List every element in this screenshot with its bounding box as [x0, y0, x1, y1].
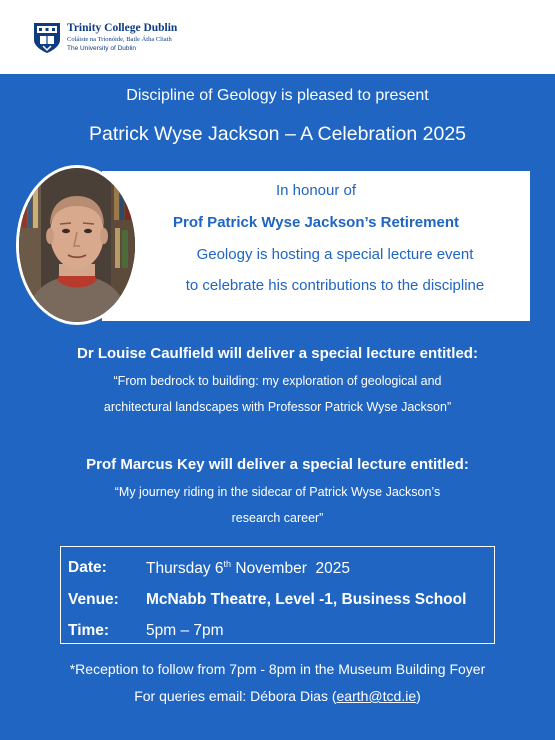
event-title: Patrick Wyse Jackson – A Celebration 2025: [88, 123, 467, 145]
time-value: 5pm – 7pm: [146, 622, 224, 639]
honour-line-2: Prof Patrick Wyse Jackson’s Retirement: [173, 214, 459, 231]
logo-main: Trinity College Dublin: [67, 22, 178, 34]
queries-prefix: For queries email: Débora Dias (: [134, 688, 337, 704]
lecture-1-title-line-1: “From bedrock to building: my exploration of geological and: [113, 374, 442, 388]
date-value: [146, 559, 350, 578]
lecture-1-heading: Dr Louise Caulfield will deliver a special lecture entitled:: [77, 345, 478, 362]
queries-line: [0, 688, 555, 704]
logo-irish: Coláiste na Tríonóide, Baile Átha Cliath: [67, 36, 172, 43]
honour-line-3: Geology is hosting a special lecture event: [196, 246, 474, 263]
date-suffix: November 2025: [231, 560, 350, 578]
honour-line-1: In honour of: [275, 182, 357, 199]
intro-line: Discipline of Geology is pleased to present: [126, 87, 429, 104]
event-details-box: [60, 546, 495, 644]
tcd-crest-icon: [33, 22, 61, 54]
logo-sub: The University of Dublin: [67, 45, 136, 52]
date-prefix: Thursday 6: [146, 560, 224, 578]
reception-note: *Reception to follow from 7pm - 8pm in the Museum Building Foyer: [69, 661, 486, 677]
honour-line-4: to celebrate his contributions to the discipline: [185, 277, 485, 294]
lecture-1-title-line-2: architectural landscapes with Professor Patrick Wyse Jackson”: [103, 400, 452, 414]
date-label: Date:: [68, 559, 107, 576]
lecture-2-title-line-2: research career”: [231, 511, 324, 525]
portrait-illustration: [19, 168, 135, 322]
portrait-photo: [16, 165, 138, 325]
time-label: Time:: [68, 622, 110, 639]
poster: [0, 74, 555, 740]
lecture-2-heading: Prof Marcus Key will deliver a special lecture entitled:: [86, 456, 469, 473]
honour-box: [102, 171, 530, 321]
header: [0, 0, 555, 74]
lecture-2-title-line-1: “My journey riding in the sidecar of Patrick Wyse Jackson’s: [114, 485, 441, 499]
venue-label: Venue:: [68, 591, 119, 608]
date-ordinal: th: [223, 559, 232, 569]
logo-text: [67, 22, 177, 53]
venue-value: McNabb Theatre, Level -1, Business School: [146, 591, 467, 608]
email-link[interactable]: earth@tcd.ie: [336, 688, 417, 704]
queries-suffix: ): [416, 688, 421, 704]
